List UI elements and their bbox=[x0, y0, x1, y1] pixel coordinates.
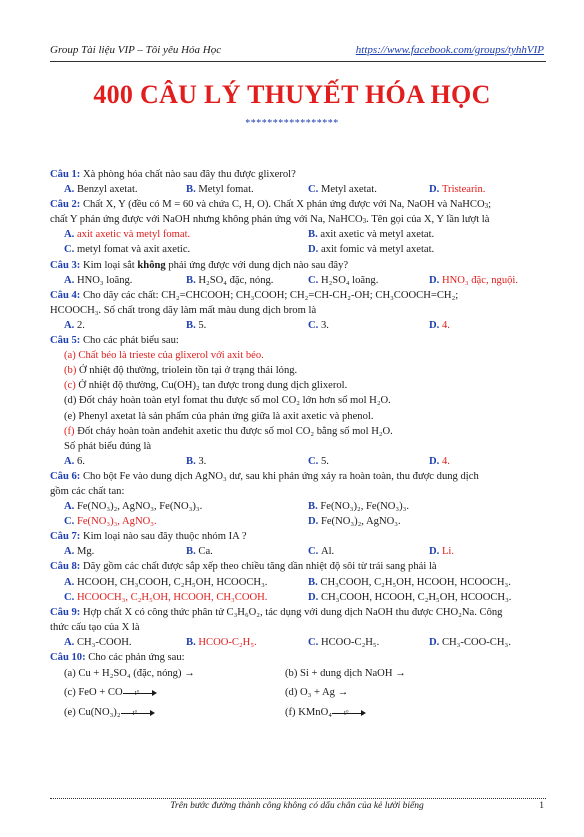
q9-option-a: A. CH₃-COOH. bbox=[64, 636, 132, 648]
q5-statement-e: (e) Phenyl axetat là sản phẩm của phản ứng giữa là axit axetic và phenol. bbox=[64, 410, 374, 422]
question-list bbox=[50, 167, 550, 723]
q6-option-a: A. Fe(NO₃)₂, AgNO₃, Fe(NO₃)₃. bbox=[64, 501, 203, 513]
q4-option-d: D. 4. bbox=[429, 319, 450, 331]
question-label: Câu 4: bbox=[50, 289, 81, 301]
header-divider bbox=[50, 61, 546, 62]
question-6: Câu 6: Cho bột Fe vào dung dịch AgNO₃ dư, sau khi phản ứng xảy ra hoàn toàn, thu được dung dịch bbox=[50, 470, 479, 482]
q2-options-ab bbox=[50, 227, 550, 242]
q7-option-d: D. Li. bbox=[429, 546, 455, 558]
footer-slogan: Trên bước đường thành công không có dấu chân của kẻ lười biếng bbox=[170, 801, 424, 811]
q10-reaction-c: (c) FeO + CO t° bbox=[64, 683, 157, 703]
q1-option-d: D. Tristearin. bbox=[429, 184, 486, 196]
question-label: Câu 3: bbox=[50, 259, 81, 271]
q3-option-a: A. HNO₃ loãng. bbox=[64, 274, 133, 286]
q10-reactions-cd bbox=[50, 683, 550, 703]
q8-options-ab bbox=[50, 575, 550, 590]
title-stars: ***************** bbox=[245, 118, 339, 129]
q2-option-b: B. axit axetic và metyl axetat. bbox=[308, 229, 435, 241]
q10-reactions-ab bbox=[50, 665, 550, 683]
q5-statement-c: (c) Ở nhiệt độ thường, Cu(OH)₂ tan được trong dung dịch glixerol. bbox=[64, 380, 348, 392]
q5-option-d: D. 4. bbox=[429, 455, 450, 467]
question-label: Câu 1: bbox=[50, 169, 81, 180]
q6-option-c: C. Fe(NO₃)₃, AgNO₃. bbox=[64, 516, 157, 528]
q5-statement-f: (f) Đốt cháy hoàn toàn anđehit axetic thu được số mol CO₂ bằng số mol H₂O. bbox=[64, 425, 393, 437]
q7-option-a: A. Mg. bbox=[64, 546, 95, 558]
reaction-arrow-icon: t° bbox=[121, 709, 155, 717]
question-label: Câu 6: bbox=[50, 470, 81, 482]
q9-options bbox=[50, 635, 550, 650]
q4-option-c: C. 3. bbox=[308, 319, 329, 331]
q5-option-a: A. 6. bbox=[64, 455, 85, 467]
question-8: Câu 8: Dãy gồm các chất được sắp xếp theo chiều tăng dần nhiệt độ sôi từ trái sang phải là bbox=[50, 561, 437, 573]
q9-option-c: C. HCOO-C₂H₅. bbox=[308, 636, 380, 648]
reaction-arrow-icon: t° bbox=[332, 709, 366, 717]
q7-option-c: C. Al. bbox=[308, 546, 335, 558]
q10-reaction-a: (a) Cu + H₂SO₄ (đặc, nóng) → bbox=[64, 668, 195, 680]
question-2-cont: chất Y phản ứng được với NaOH nhưng không phản ứng với Na, NaHCO3. Tên gọi của X, Y lần lượt là bbox=[50, 214, 490, 226]
q2-option-d: D. axit fomic và metyl axetat. bbox=[308, 244, 435, 256]
question-5: Câu 5: Cho các phát biểu sau: bbox=[50, 335, 179, 347]
q8-option-b: B. CH₃COOH, C₂H₅OH, HCOOH, HCOOCH₃. bbox=[308, 576, 511, 588]
q2-option-c: C. metyl fomat và axit axetic. bbox=[64, 244, 191, 256]
question-6-cont: gồm các chất tan: bbox=[50, 485, 125, 497]
page-title: 400 CÂU LÝ THUYẾT HÓA HỌC bbox=[93, 80, 491, 109]
q4-option-b: B. 5. bbox=[186, 319, 207, 331]
q1-option-b: B. Metyl fomat. bbox=[186, 184, 254, 196]
q1-option-a: A. Benzyl axetat. bbox=[64, 184, 138, 196]
q5-option-b: B. 3. bbox=[186, 455, 207, 467]
q9-option-d: D. CH₃-COO-CH₃. bbox=[429, 636, 511, 648]
header-group-name: Group Tài liệu VIP – Tôi yêu Hóa Học bbox=[50, 44, 222, 56]
q10-reaction-d: (d) O₃ + Ag → bbox=[285, 687, 349, 699]
header-facebook-link[interactable]: https://www.facebook.com/groups/tyhhVIP bbox=[355, 44, 544, 56]
question-label: Câu 7: bbox=[50, 531, 81, 543]
question-10: Câu 10: Cho các phản ứng sau: bbox=[50, 652, 185, 663]
question-4-cont: HCOOCH₃. Số chất trong dãy làm mất màu dung dịch brom là bbox=[50, 304, 317, 316]
q4-option-a: A. 2. bbox=[64, 319, 85, 331]
question-label: Câu 9: bbox=[50, 606, 81, 618]
q6-option-d: D. Fe(NO₃)₂, AgNO₃. bbox=[308, 516, 401, 528]
question-3: Câu 3: Kim loại sắt không phải ứng được với dung dịch nào sau đây? bbox=[50, 259, 349, 271]
q10-reaction-b: (b) Si + dung dịch NaOH → bbox=[285, 668, 406, 680]
question-label: Câu 2: bbox=[50, 199, 81, 211]
question-4: Câu 4: Cho dãy các chất: CH₂=CHCOOH; CH₃COOH; CH₂=CH-CH₂-OH; CH₃COOCH=CH₂; bbox=[50, 289, 459, 301]
q3-option-c: C. H₂SO₄ loãng. bbox=[308, 274, 379, 286]
question-1 bbox=[50, 167, 550, 182]
q1-option-c: C. Metyl axetat. bbox=[308, 184, 377, 196]
q9-option-b: B. HCOO-C₂H₅. bbox=[186, 636, 257, 648]
q10-reaction-f: (f) KMnO₄ t° bbox=[285, 703, 366, 723]
q6-option-b: B. Fe(NO₃)₂, Fe(NO₃)₃. bbox=[308, 501, 409, 513]
q5-option-c: C. 5. bbox=[308, 455, 329, 467]
q8-option-a: A. HCOOH, CH₃COOH, C₂H₅OH, HCOOCH₃. bbox=[64, 576, 268, 588]
question-2: Câu 2: Chất X, Y (đều có M = 60 và chứa C, H, O). Chất X phản ứng được với Na, NaOH và NaHCO3; bbox=[50, 199, 492, 211]
question-label: Câu 5: bbox=[50, 335, 81, 347]
question-7: Câu 7: Kim loại nào sau đây thuộc nhóm IA ? bbox=[50, 531, 247, 543]
question-9-cont: thức cấu tạo của X là bbox=[50, 621, 140, 633]
q6-options-cd bbox=[50, 514, 550, 529]
q3-option-d: D. HNO₃ đặc, nguội. bbox=[429, 274, 519, 286]
q10-reaction-e: (e) Cu(NO₃)₂ t° bbox=[64, 703, 155, 723]
question-9: Câu 9: Hợp chất X có công thức phân tử C₃H₆O₂, tác dụng với dung dịch NaOH thu được CHO₂Na. Công bbox=[50, 606, 503, 618]
q5-statement-b: (b) Ở nhiệt độ thường, triolein tồn tại ở trạng thái lỏng. bbox=[64, 365, 298, 377]
q4-options bbox=[50, 318, 550, 333]
question-label: Câu 10: bbox=[50, 652, 86, 663]
footer-divider bbox=[50, 798, 546, 799]
q5-statement-a: (a) Chất béo là trieste của glixerol với axit béo. bbox=[64, 350, 264, 362]
q2-options-cd bbox=[50, 242, 550, 257]
q5-options bbox=[50, 454, 550, 469]
q3-option-b: B. H₂SO₄ đặc, nóng. bbox=[186, 274, 274, 286]
page-header bbox=[50, 44, 544, 60]
q1-options bbox=[50, 182, 550, 197]
question-text: Xà phòng hóa chất nào sau đây thu được glixerol? bbox=[80, 169, 296, 180]
q8-option-c: C. HCOOCH₃, C₂H₅OH, HCOOH, CH₃COOH. bbox=[64, 591, 268, 603]
q2-option-a: A. axit axetic và metyl fomat. bbox=[64, 229, 191, 241]
q5-ask: Số phát biểu đúng là bbox=[64, 440, 152, 452]
q10-reactions-ef bbox=[50, 703, 550, 723]
q3-options bbox=[50, 273, 550, 288]
question-label: Câu 8: bbox=[50, 561, 81, 573]
q5-statement-d: (d) Đốt cháy hoàn toàn etyl fomat thu được số mol CO₂ lớn hơn số mol H₂O. bbox=[64, 395, 391, 407]
q7-option-b: B. Ca. bbox=[186, 546, 213, 558]
reaction-arrow-icon: t° bbox=[123, 689, 157, 697]
q7-options bbox=[50, 544, 550, 559]
q8-option-d: D. CH₃COOH, HCOOH, C₂H₅OH, HCOOCH₃. bbox=[308, 591, 512, 603]
page-number: 1 bbox=[539, 801, 544, 811]
q6-options-ab bbox=[50, 499, 550, 514]
q8-options-cd bbox=[50, 590, 550, 605]
